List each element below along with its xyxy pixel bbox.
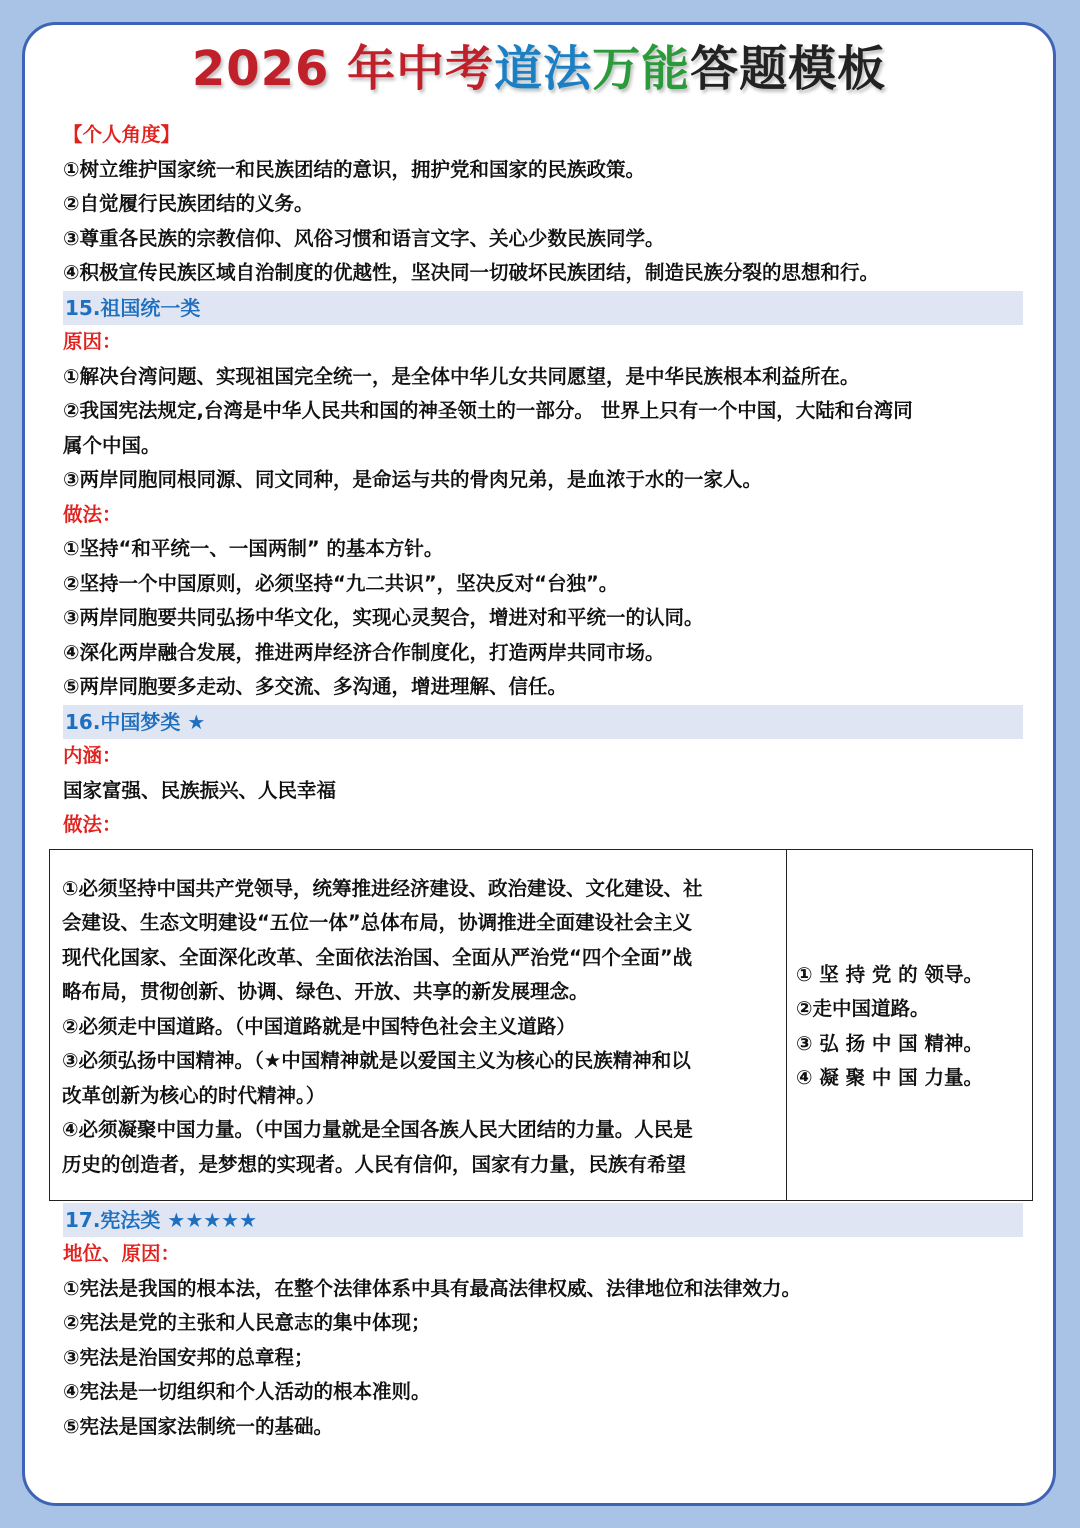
section-15-method: ③两岸同胞要共同弘扬中华文化，实现心灵契合，增进对和平统一的认同。 bbox=[63, 606, 704, 629]
section-15-reason: ②我国宪法规定,台湾是中华人民共和国的神圣领土的一部分。 世界上只有一个中国，大陆和台湾同 bbox=[63, 399, 913, 422]
section-16-meaning-label: 内涵： bbox=[63, 744, 122, 767]
section-17-label: 地位、原因： bbox=[63, 1242, 181, 1265]
section-16-heading: 16.中国梦类 ★ bbox=[63, 705, 1023, 740]
table-left-line: 历史的创造者，是梦想的实现者。人民有信仰，国家有力量，民族有希望 bbox=[62, 1152, 687, 1176]
section-16-method-label: 做法： bbox=[63, 813, 122, 836]
section-15-reason: ③两岸同胞同根同源、同文同种，是命运与共的骨肉兄弟，是血浓于水的一家人。 bbox=[63, 468, 763, 491]
section-16-method-table bbox=[49, 849, 1033, 1201]
page-card bbox=[22, 22, 1056, 1506]
title-part-year: 2026 年中考 bbox=[191, 41, 495, 97]
section-15-method: ⑤两岸同胞要多走动、多交流、多沟通，增进理解、信任。 bbox=[63, 675, 568, 698]
section-16-meaning: 国家富强、民族振兴、人民幸福 bbox=[63, 778, 337, 802]
table-right-line: ① 坚 持 党 的 领导。 bbox=[796, 962, 983, 986]
table-left-line: ①必须坚持中国共产党领导，统筹推进经济建设、政治建设、文化建设、社 bbox=[62, 876, 703, 900]
title-part-template: 答题模板 bbox=[690, 41, 887, 97]
section-17-item: ③宪法是治国安邦的总章程； bbox=[63, 1345, 314, 1369]
section-15-reason: 属个中国。 bbox=[63, 433, 161, 457]
section-15-reason: ①解决台湾问题、实现祖国完全统一，是全体中华儿女共同愿望，是中华民族根本利益所在。 bbox=[63, 364, 860, 388]
table-left-line: ②必须走中国道路。（中国道路就是中国特色社会主义道路） bbox=[62, 1014, 576, 1038]
section-15-method-label: 做法： bbox=[63, 502, 122, 526]
table-right-line: ③ 弘 扬 中 国 精神。 bbox=[796, 1031, 983, 1055]
content bbox=[63, 118, 1023, 1444]
personal-item: ②自觉履行民族团结的义务。 bbox=[63, 192, 314, 215]
table-left-line: 现代化国家、全面深化改革、全面依法治国、全面从严治党“四个全面”战 bbox=[62, 945, 693, 969]
section-17-item: ④宪法是一切组织和个人活动的根本准则。 bbox=[63, 1380, 431, 1403]
table-divider bbox=[786, 850, 787, 1200]
section-15-method: ④深化两岸融合发展，推进两岸经济合作制度化，打造两岸共同市场。 bbox=[63, 640, 665, 664]
personal-item: ③尊重各民族的宗教信仰、风俗习惯和语言文字、关心少数民族同学。 bbox=[63, 226, 665, 250]
section-17-item: ⑤宪法是国家法制统一的基础。 bbox=[63, 1414, 334, 1438]
personal-item: ④积极宣传民族区域自治制度的优越性，坚决同一切破坏民族团结，制造民族分裂的思想和行。 bbox=[63, 261, 880, 284]
title-part-daofa: 道法 bbox=[494, 41, 593, 97]
table-left-line: 会建设、生态文明建设“五位一体”总体布局，协调推进全面建设社会主义 bbox=[62, 911, 693, 934]
table-left-line: ③必须弘扬中国精神。（★中国精神就是以爱国主义为核心的民族精神和以 bbox=[62, 1049, 691, 1072]
table-right-line: ④ 凝 聚 中 国 力量。 bbox=[796, 1066, 983, 1089]
table-left-cell bbox=[62, 872, 774, 1183]
personal-heading: 【个人角度】 bbox=[63, 123, 181, 146]
page-title bbox=[25, 39, 1053, 99]
table-left-line: ④必须凝聚中国力量。（中国力量就是全国各族人民大团结的力量。人民是 bbox=[62, 1118, 693, 1141]
section-17-heading: 17.宪法类 ★★★★★ bbox=[63, 1203, 1023, 1238]
table-right-cell bbox=[796, 958, 1026, 1096]
section-15-heading: 15.祖国统一类 bbox=[63, 291, 1023, 326]
section-17-item: ②宪法是党的主张和人民意志的集中体现； bbox=[63, 1311, 431, 1334]
section-17-item: ①宪法是我国的根本法，在整个法律体系中具有最高法律权威、法律地位和法律效力。 bbox=[63, 1276, 802, 1300]
section-15-reason-label: 原因： bbox=[63, 330, 122, 353]
table-left-line: 略布局，贯彻创新、协调、绿色、开放、共享的新发展理念。 bbox=[62, 980, 589, 1003]
table-left-line: 改革创新为核心的时代精神。） bbox=[62, 1083, 326, 1107]
personal-item: ①树立维护国家统一和民族团结的意识，拥护党和国家的民族政策。 bbox=[63, 157, 646, 181]
section-15-method: ①坚持“和平统一、一国两制” 的基本方针。 bbox=[63, 537, 444, 560]
section-15-method: ②坚持一个中国原则，必须坚持“九二共识”，坚决反对“台独”。 bbox=[63, 571, 619, 595]
title-part-wanneng: 万能 bbox=[592, 41, 691, 97]
table-right-line: ②走中国道路。 bbox=[796, 997, 930, 1020]
